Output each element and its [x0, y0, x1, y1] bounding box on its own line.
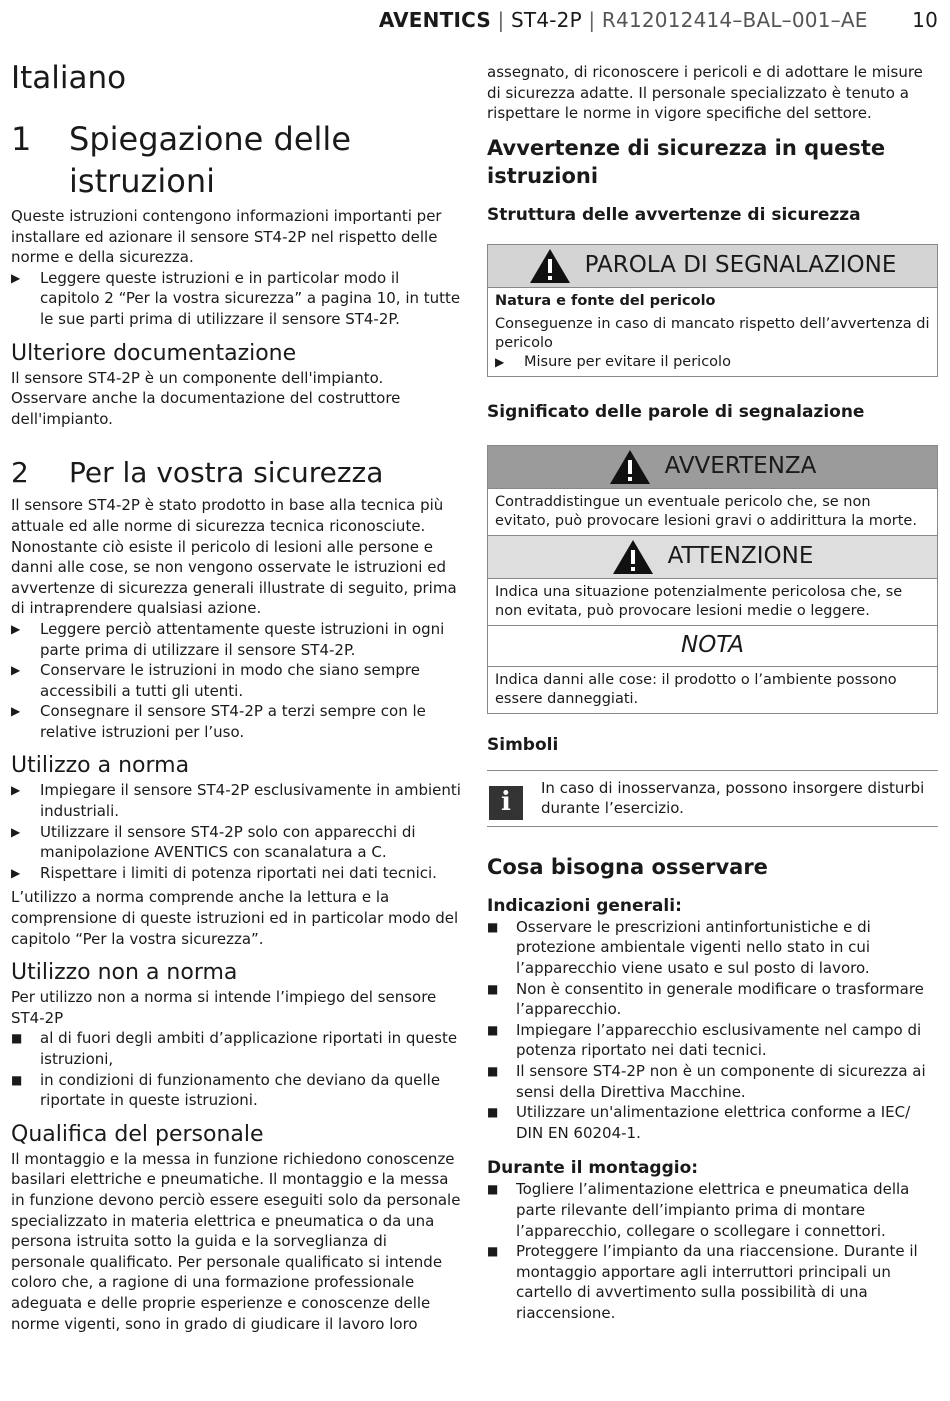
section-title-cont: istruzioni: [69, 162, 215, 200]
intended-use-heading: Utilizzo a norma: [11, 753, 190, 779]
square-bullet-icon: ■: [487, 1022, 499, 1037]
bullet-list: [487, 917, 938, 1144]
step-item: ▶ Leggere perciò attentamente queste istruzioni in ogni parte prima di utilizzare il sensore ST4-2P.: [11, 619, 445, 659]
signal-word-warning: AVVERTENZA: [664, 453, 817, 480]
step-list: [11, 268, 461, 330]
hazard-consequences: Conseguenze in caso di mancato rispetto dell’avvertenza di pericolo: [495, 315, 930, 351]
symbols-heading: Simboli: [487, 734, 559, 755]
list-item: ■ Togliere l’alimentazione elettrica e pneumatica della parte rilevante dell’impianto prima di montare l’apparecchio, collegare o scollegare i connettori.: [487, 1180, 910, 1240]
page-number: 10: [912, 8, 938, 32]
language-label: Italiano: [11, 60, 127, 96]
notice-description: Indica danni alle cose: il prodotto o l’ambiente possono essere danneggiati.: [488, 666, 937, 713]
improper-use-heading: Utilizzo non a norma: [11, 960, 238, 986]
signal-word-header: [488, 245, 937, 287]
info-icon: i: [489, 786, 523, 820]
arrow-bullet-icon: ▶: [11, 865, 21, 880]
signal-word-caution: ATTENZIONE: [667, 543, 814, 570]
square-bullet-icon: ■: [487, 1063, 499, 1078]
arrow-bullet-icon: ▶: [11, 663, 21, 678]
warning-triangle-icon: [609, 449, 651, 485]
warning-triangle-icon: [612, 539, 654, 575]
right-column: [487, 62, 938, 1323]
info-note: [487, 770, 938, 827]
square-bullet-icon: ■: [487, 1105, 499, 1120]
qualification-text: Il montaggio e la messa in funzione richiedono conoscenze basilari elettriche e pneumatiche. Il montaggio e la messa in funzione devono perciò essere eseguiti solo da personale specializzato in materia elettrica e pneumatica o da una persona istruita sotto la guida e la sorveglianza di personale qualificato. Per personale qualificato si intende coloro che, a ragione di una formazione professionale adeguata e delle proprie esperienze e conoscenze delle norme vigenti, sono in grado di giudicare il lavoro loro: [11, 1149, 461, 1333]
improper-use-text: Per utilizzo non a norma si intende l’impiego del sensore ST4-2P: [11, 988, 437, 1027]
arrow-bullet-icon: ▶: [11, 783, 21, 798]
qualification-heading: Qualifica del personale: [11, 1121, 264, 1147]
list-item: ■ Non è consentito in generale modificare o trasformare l’apparecchio.: [487, 979, 924, 1019]
assembly-heading: Durante il montaggio:: [487, 1158, 699, 1179]
structure-heading: Struttura delle avvertenze di sicurezza: [487, 204, 861, 225]
arrow-bullet-icon: ▶: [11, 621, 21, 636]
section-2-heading: [11, 455, 461, 491]
page-header: AVENTICS | ST4-2P | R412012414–BAL–001–AE 10: [378, 8, 938, 32]
bullet-list: [11, 1028, 461, 1110]
warning-header: [488, 446, 937, 488]
caution-header: [488, 535, 937, 578]
list-item: ■ Impiegare l’apparecchio esclusivamente nel campo di potenza riportato nei dati tecnici.: [487, 1020, 922, 1060]
step-item: ▶ Rispettare i limiti di potenza riportati nei dati tecnici.: [11, 863, 437, 882]
notice-header: [488, 625, 937, 666]
step-item: ▶ Impiegare il sensore ST4-2P esclusivamente in ambienti industriali.: [11, 781, 461, 821]
step-item: ▶ Utilizzare il sensore ST4-2P solo con apparecchi di manipolazione AVENTICS con scanalatura a C.: [11, 822, 416, 862]
square-bullet-icon: ■: [487, 919, 499, 934]
square-bullet-icon: ■: [487, 981, 499, 996]
doc-code: R412012414–BAL–001–AE: [601, 8, 868, 32]
step-item: ▶ Leggere queste istruzioni e in particolar modo il capitolo 2 “Per la vostra sicurezza” a pagina 10, in tutte le sue parti prima di utilizzare il sensore ST4-2P.: [11, 268, 461, 328]
bullet-list: [487, 1179, 938, 1323]
square-bullet-icon: ■: [487, 1244, 499, 1259]
warning-triangle-icon: [529, 248, 571, 284]
product-name: ST4-2P: [511, 8, 582, 32]
further-doc-text: Il sensore ST4-2P è un componente dell'impianto. Osservare anche la documentazione del costruttore dell'impianto.: [11, 368, 401, 428]
step-item: ▶ Conservare le istruzioni in modo che siano sempre accessibili a tutti gli utenti.: [11, 661, 420, 700]
step-list: [11, 619, 461, 743]
list-item: ■ Il sensore ST4-2P non è un componente di sicurezza ai sensi della Direttiva Macchine.: [487, 1061, 926, 1101]
section-number: 2: [11, 456, 29, 490]
square-bullet-icon: ■: [11, 1031, 23, 1046]
caution-description: Indica una situazione potenzialmente pericolosa che, se non evitata, può provocare lesioni medie o leggere.: [488, 578, 937, 625]
step-list: [11, 780, 461, 883]
list-item: ■ al di fuori degli ambiti d’applicazione riportati in queste istruzioni,: [11, 1029, 458, 1068]
list-item: ■ in condizioni di funzionamento che deviano da quelle riportate in queste istruzioni.: [11, 1070, 441, 1110]
arrow-bullet-icon: ▶: [495, 354, 505, 369]
left-column: [11, 50, 461, 1334]
section-1-heading: [11, 118, 461, 202]
continuation-text: assegnato, di riconoscere i pericoli e di adottare le misure di sicurezza adatte. Il personale specializzato è tenuto a rispettare le norme in vigore specifiche del settore.: [487, 63, 923, 123]
hazard-nature: Natura e fonte del pericolo: [495, 292, 716, 309]
arrow-bullet-icon: ▶: [11, 704, 21, 719]
warning-structure-box: [487, 244, 938, 377]
arrow-bullet-icon: ▶: [11, 824, 21, 839]
meaning-heading: Significato delle parole di segnalazione: [487, 401, 865, 422]
list-item: ■ Proteggere l’impianto da una riaccensione. Durante il montaggio apportare agli interruttori principali un cartello di avvertimento sulla possibilità di una riaccensione.: [487, 1242, 918, 1322]
list-item: ■ Osservare le prescrizioni antinfortunistiche e di protezione ambientale vigenti nello stato in cui l’apparecchio viene usato e sul posto di lavoro.: [487, 917, 871, 977]
intended-use-text: L’utilizzo a norma comprende anche la lettura e la comprensione di queste istruzioni ed in particolar modo del capitolo “Per la vostra sicurezza”.: [11, 888, 459, 948]
brand-name: AVENTICS: [378, 8, 491, 32]
square-bullet-icon: ■: [487, 1182, 499, 1197]
signal-word: PAROLA DI SEGNALAZIONE: [584, 252, 897, 279]
observe-heading: Cosa bisogna osservare: [487, 854, 768, 879]
section-number: 1: [11, 120, 32, 158]
warnings-heading: Avvertenze di sicurezza in queste istruzioni: [487, 135, 886, 188]
section-1-intro: Queste istruzioni contengono informazioni importanti per installare ed azionare il sensore ST4-2P nel rispetto delle norme e della sicurezza.: [11, 207, 442, 267]
section-2-intro: Il sensore ST4-2P è stato prodotto in base alla tecnica più attuale ed alle norme di sicurezza tecnica riconosciute. Nonostante ciò esiste il pericolo di lesioni alle persone e danni alle cose, se non vengono osservate le istruzioni ed avvertenze di sicurezza generali illustrate di seguito, prima di intraprendere qualsiasi azione.: [11, 496, 457, 618]
list-item: ■ Utilizzare un'alimentazione elettrica conforme a IEC/ DIN EN 60204-1.: [487, 1103, 911, 1142]
step-item: ▶ Misure per evitare il pericolo: [495, 353, 731, 370]
further-doc-heading: Ulteriore documentazione: [11, 340, 297, 366]
step-item: ▶ Consegnare il sensore ST4-2P a terzi sempre con le relative istruzioni per l’uso.: [11, 702, 426, 741]
signal-words-box: [487, 445, 938, 714]
warning-description: Contraddistingue un eventuale pericolo che, se non evitato, può provocare lesioni gravi o addirittura la morte.: [488, 488, 937, 535]
general-heading: Indicazioni generali:: [487, 895, 682, 916]
arrow-bullet-icon: ▶: [11, 270, 21, 285]
signal-word-notice: NOTA: [681, 632, 744, 659]
info-text: In caso di inosservanza, possono insorgere disturbi durante l’esercizio.: [541, 778, 925, 818]
section-title: Spiegazione delle: [69, 120, 351, 158]
section-title: Per la vostra sicurezza: [69, 456, 384, 490]
square-bullet-icon: ■: [11, 1072, 23, 1087]
